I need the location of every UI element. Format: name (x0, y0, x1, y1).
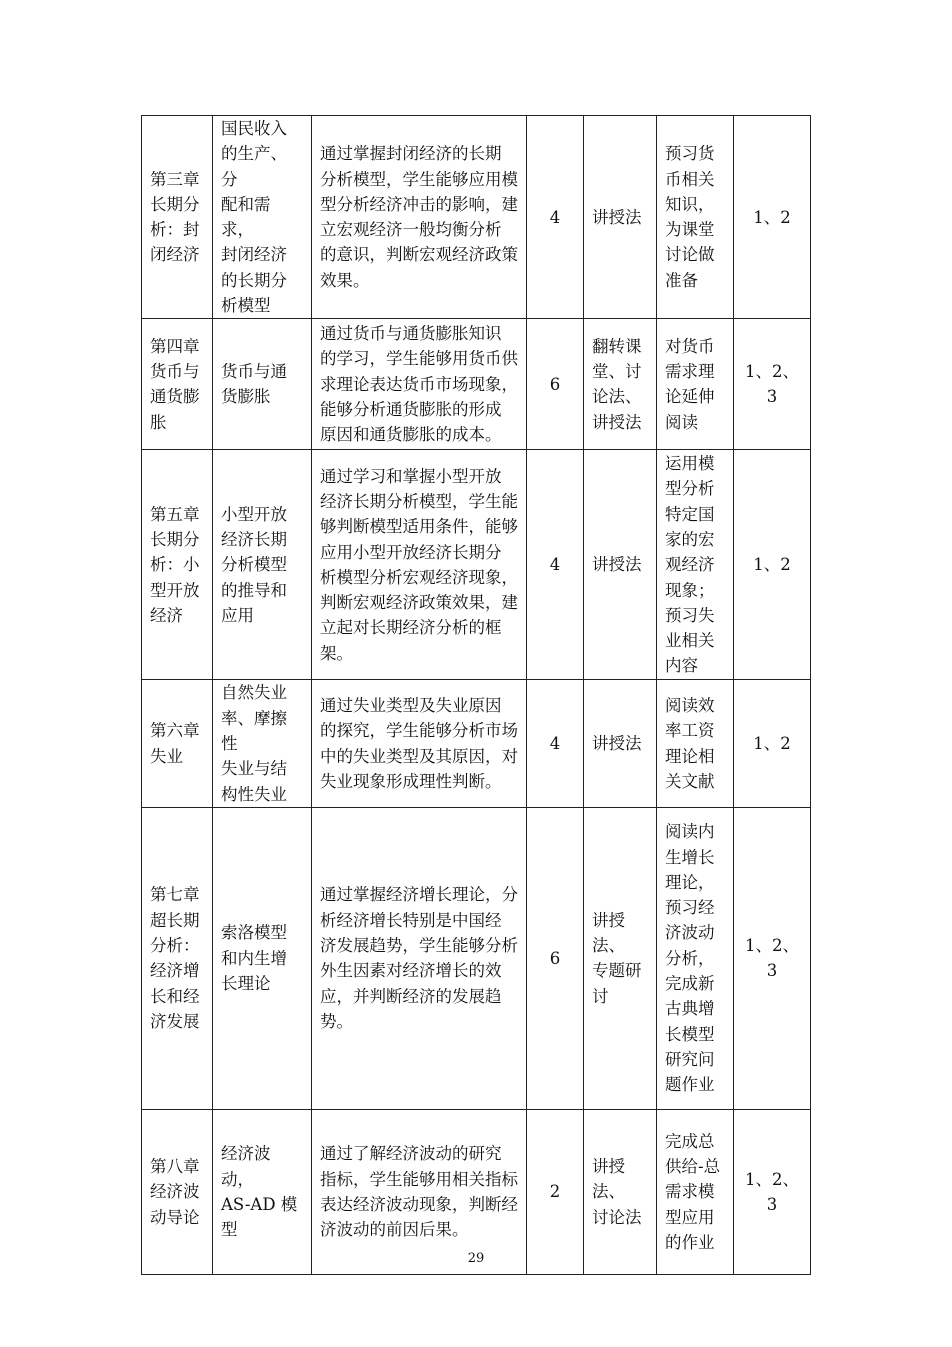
task-text: 完成总 供给-总 需求模 型应用 的作业 (665, 1131, 721, 1252)
goal-cell (312, 116, 527, 319)
content-text: 货币与通 货膨胀 (221, 362, 287, 407)
task-text: 阅读内 生增长 理论， 预习经 济波动 分析， 完成新 古典增 长模型 研究问 题作业 (665, 822, 715, 1095)
content-cell (213, 807, 312, 1109)
chapter-text: 第五章 长期分 析：小 型开放 经济 (150, 504, 200, 625)
hours-cell (527, 450, 584, 680)
method-text: 讲授法、 专题研 讨 (592, 910, 642, 1006)
content-text: 索洛模型 和内生增 长理论 (221, 923, 287, 993)
content-cell (213, 680, 312, 807)
table-row (142, 116, 811, 319)
objectives-text: 1、2 (753, 733, 791, 753)
table-row (142, 680, 811, 807)
chapter-text: 第四章 货币与 通货膨 胀 (150, 336, 200, 432)
goal-text: 通过掌握经济增长理论，分 析经济增长特别是中国经 济发展趋势，学生能够分析 外生因素对经济增长的效 应，并判断经济的发展趋 势。 (320, 885, 518, 1031)
method-cell (584, 319, 657, 450)
course-schedule-table (141, 115, 811, 1275)
goal-cell (312, 1109, 527, 1274)
goal-cell (312, 319, 527, 450)
task-cell (657, 319, 734, 450)
hours-cell (527, 116, 584, 319)
objectives-cell (734, 116, 811, 319)
task-cell (657, 450, 734, 680)
content-cell (213, 450, 312, 680)
method-cell (584, 450, 657, 680)
content-text: 自然失业 率、摩擦性 失业与结 构性失业 (221, 683, 287, 804)
method-cell (584, 807, 657, 1109)
chapter-cell (142, 116, 213, 319)
page-number: 29 (467, 1251, 485, 1266)
method-text: 翻转课 堂、讨 论法、 讲授法 (592, 336, 642, 432)
goal-text: 通过了解经济波动的研究 指标，学生能够用相关指标 表达经济波动现象，判断经 济波动的前因后果。 (320, 1144, 518, 1240)
objectives-cell (734, 319, 811, 450)
goal-cell (312, 450, 527, 680)
task-text: 预习货 币相关 知识， 为课堂 讨论做 准备 (665, 144, 715, 290)
method-cell (584, 116, 657, 319)
table-row (142, 807, 811, 1109)
task-cell (657, 807, 734, 1109)
chapter-cell (142, 319, 213, 450)
hours-text: 4 (549, 733, 561, 753)
method-text: 讲授法 (592, 555, 642, 575)
table-row (142, 319, 811, 450)
content-text: 小型开放 经济长期 分析模型 的推导和 应用 (221, 504, 287, 625)
objectives-text: 1、2、3 (745, 936, 799, 981)
chapter-text: 第三章 长期分 析：封 闭经济 (150, 169, 200, 265)
method-cell (584, 1109, 657, 1274)
goal-text: 通过学习和掌握小型开放 经济长期分析模型，学生能 够判断模型适用条件，能够 应用小型开放经济长期分 析模型分析宏观经济现象， 判断宏观经济政策效果，建 立起对长期经济分析的框 架。 (320, 466, 518, 663)
table-row (142, 450, 811, 680)
objectives-cell (734, 450, 811, 680)
chapter-cell (142, 680, 213, 807)
objectives-text: 1、2 (753, 555, 791, 575)
hours-text: 6 (549, 374, 561, 394)
method-text: 讲授法 (592, 207, 642, 227)
objectives-cell (734, 807, 811, 1109)
chapter-text: 第六章 失业 (150, 721, 200, 766)
goal-text: 通过货币与通货膨胀知识 的学习，学生能够用货币供 求理论表达货币市场现象， 能够分析通货膨胀的形成 原因和通货膨胀的成本。 (320, 324, 518, 445)
hours-cell (527, 680, 584, 807)
table-row (142, 1109, 811, 1274)
content-cell (213, 1109, 312, 1274)
objectives-cell (734, 680, 811, 807)
chapter-cell (142, 1109, 213, 1274)
objectives-cell (734, 1109, 811, 1274)
objectives-text: 1、2、3 (745, 362, 799, 407)
method-cell (584, 680, 657, 807)
hours-text: 2 (549, 1182, 561, 1202)
hours-text: 6 (549, 948, 561, 968)
task-text: 阅读效 率工资 理论相 关文献 (665, 696, 715, 791)
hours-cell (527, 319, 584, 450)
method-text: 讲授法 (592, 733, 642, 753)
objectives-text: 1、2 (753, 207, 791, 227)
task-text: 运用模 型分析 特定国 家的宏 观经济 现象； 预习失 业相关 内容 (665, 454, 715, 676)
goal-cell (312, 680, 527, 807)
task-text: 对货币 需求理 论延伸 阅读 (665, 336, 715, 432)
content-cell (213, 319, 312, 450)
goal-text: 通过失业类型及失业原因 的探究，学生能够分析市场 中的失业类型及其原因，对 失业现象形成理性判断。 (320, 696, 518, 791)
chapter-text: 第八章 经济波 动导论 (150, 1156, 200, 1227)
chapter-cell (142, 807, 213, 1109)
content-text: 国民收入 的生产、分 配和需求， 封闭经济 的长期分 析模型 (221, 119, 287, 316)
goal-text: 通过掌握封闭经济的长期 分析模型，学生能够应用模 型分析经济冲击的影响，建 立宏观经济一般均衡分析 的意识，判断宏观经济政策 效果。 (320, 144, 518, 290)
task-cell (657, 680, 734, 807)
task-cell (657, 1109, 734, 1274)
hours-cell (527, 807, 584, 1109)
hours-text: 4 (549, 207, 561, 227)
task-cell (657, 116, 734, 319)
method-text: 讲授法、 讨论法 (592, 1156, 642, 1227)
chapter-cell (142, 450, 213, 680)
objectives-text: 1、2、3 (745, 1169, 799, 1214)
chapter-text: 第七章 超长期 分析： 经济增 长和经 济发展 (150, 885, 200, 1031)
goal-cell (312, 807, 527, 1109)
content-cell (213, 116, 312, 319)
hours-text: 4 (549, 555, 561, 575)
hours-cell (527, 1109, 584, 1274)
content-text: 经济波动， AS-AD 模 型 (221, 1144, 298, 1240)
